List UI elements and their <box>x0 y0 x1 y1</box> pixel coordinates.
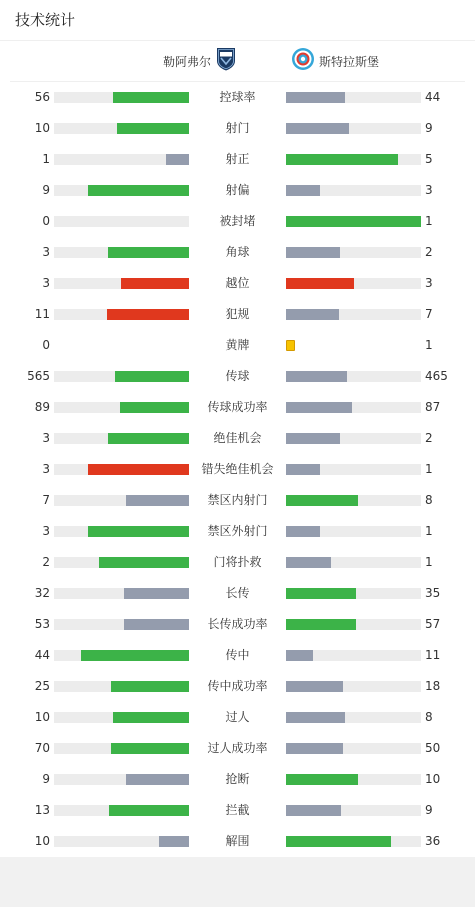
away-bar-track <box>286 278 421 289</box>
away-bar-fill <box>286 92 345 103</box>
home-bar-fill <box>99 557 189 568</box>
home-value: 9 <box>42 183 50 197</box>
home-bar-track <box>54 712 189 723</box>
away-value: 3 <box>425 276 433 290</box>
away-bar-fill <box>286 402 352 413</box>
away-bar-track <box>286 185 421 196</box>
home-bar-track <box>54 247 189 258</box>
stat-label: 射门 <box>225 121 250 135</box>
home-value: 3 <box>42 431 50 445</box>
home-bar-fill <box>108 433 189 444</box>
away-bar-track <box>286 588 421 599</box>
home-bar-track <box>54 278 189 289</box>
away-bar-track <box>286 836 421 847</box>
home-value: 9 <box>42 772 50 786</box>
home-bar-track <box>54 433 189 444</box>
away-bar-track <box>286 743 421 754</box>
stat-row <box>0 764 475 795</box>
away-bar-fill <box>286 247 340 258</box>
away-bar-track <box>286 712 421 723</box>
stat-row <box>0 733 475 764</box>
stat-label: 被封堵 <box>219 214 256 228</box>
stat-row <box>0 640 475 671</box>
home-bar-track <box>54 774 189 785</box>
home-bar-fill <box>107 309 189 320</box>
stat-row <box>0 516 475 547</box>
home-bar-track <box>54 464 189 475</box>
stat-row <box>0 671 475 702</box>
home-value: 25 <box>34 679 50 693</box>
away-bar-fill <box>286 557 331 568</box>
stat-label: 长传成功率 <box>207 617 268 631</box>
home-bar-track <box>54 650 189 661</box>
home-bar-track <box>54 185 189 196</box>
away-value: 18 <box>425 679 441 693</box>
away-value: 9 <box>425 121 433 135</box>
away-bar-track <box>286 619 421 630</box>
away-bar-track <box>286 650 421 661</box>
home-bar-track <box>54 681 189 692</box>
away-bar-track <box>286 123 421 134</box>
home-bar-fill <box>109 805 189 816</box>
away-bar-fill <box>286 805 341 816</box>
home-value: 89 <box>34 400 50 414</box>
stat-row <box>0 144 475 175</box>
home-bar-track <box>54 557 189 568</box>
away-bar-fill <box>286 836 391 847</box>
home-bar-fill <box>81 650 189 661</box>
away-bar-fill <box>286 495 358 506</box>
stat-label: 传中成功率 <box>207 679 268 693</box>
stat-row <box>0 702 475 733</box>
home-value: 13 <box>34 803 50 817</box>
away-team-name: 斯特拉斯堡 <box>319 54 380 69</box>
stat-label: 长传 <box>225 586 250 600</box>
stat-label: 禁区外射门 <box>207 524 268 538</box>
away-value: 8 <box>425 493 433 507</box>
away-bar-fill <box>286 185 320 196</box>
away-value: 35 <box>425 586 441 600</box>
home-bar-fill <box>166 154 189 165</box>
home-bar-track <box>54 216 189 227</box>
home-value: 70 <box>34 741 50 755</box>
away-bar-fill <box>286 619 356 630</box>
home-value: 7 <box>42 493 50 507</box>
home-bar-track <box>54 526 189 537</box>
home-value: 3 <box>42 245 50 259</box>
away-bar-fill <box>286 278 354 289</box>
away-team[interactable] <box>291 49 379 73</box>
stat-label: 传球 <box>225 369 250 383</box>
away-bar-track <box>286 216 421 227</box>
home-bar-fill <box>111 743 189 754</box>
away-value: 7 <box>425 307 433 321</box>
stat-row <box>0 330 475 361</box>
away-bar-track <box>286 805 421 816</box>
home-value: 2 <box>42 555 50 569</box>
home-bar-fill <box>88 526 189 537</box>
home-bar-track <box>54 588 189 599</box>
away-bar-fill <box>286 588 356 599</box>
away-bar-fill <box>286 309 339 320</box>
stat-label: 射正 <box>225 152 250 166</box>
home-bar-track <box>54 309 189 320</box>
stat-label: 抢断 <box>225 772 250 786</box>
home-bar-fill <box>113 92 189 103</box>
home-value: 3 <box>42 462 50 476</box>
away-bar-track <box>286 681 421 692</box>
away-value: 9 <box>425 803 433 817</box>
stat-label: 错失绝佳机会 <box>201 462 274 476</box>
home-team[interactable] <box>163 49 237 73</box>
home-bar-fill <box>88 464 189 475</box>
away-value: 2 <box>425 245 433 259</box>
away-bar-fill <box>286 464 320 475</box>
stat-label: 过人 <box>225 710 250 724</box>
stat-row <box>0 299 475 330</box>
home-team-crest-icon <box>215 47 237 75</box>
away-value: 11 <box>425 648 441 662</box>
home-bar-track <box>54 805 189 816</box>
away-value: 1 <box>425 524 433 538</box>
home-value: 10 <box>34 121 50 135</box>
stat-label: 禁区内射门 <box>207 493 268 507</box>
home-value: 56 <box>34 90 50 104</box>
away-bar-fill <box>286 774 358 785</box>
away-value: 36 <box>425 834 441 848</box>
away-value: 5 <box>425 152 433 166</box>
away-bar-track <box>286 92 421 103</box>
home-bar-fill <box>117 123 189 134</box>
stat-label: 黄牌 <box>225 338 250 352</box>
away-bar-fill <box>286 681 343 692</box>
away-bar-track <box>286 464 421 475</box>
home-value: 0 <box>42 338 50 352</box>
stat-row <box>0 268 475 299</box>
home-bar-track <box>54 743 189 754</box>
away-bar-track <box>286 309 421 320</box>
stat-row <box>0 113 475 144</box>
home-bar-track <box>54 371 189 382</box>
away-bar-fill <box>286 371 347 382</box>
stat-row <box>0 795 475 826</box>
home-bar-fill <box>113 712 189 723</box>
stat-label: 拦截 <box>225 803 250 817</box>
away-bar-fill <box>286 154 398 165</box>
stat-label: 越位 <box>225 276 250 290</box>
home-bar-track <box>54 495 189 506</box>
stat-row <box>0 547 475 578</box>
away-value: 1 <box>425 214 433 228</box>
away-bar-track <box>286 774 421 785</box>
stat-row <box>0 454 475 485</box>
teams-header <box>0 41 475 81</box>
stat-label: 门将扑救 <box>213 555 262 569</box>
home-bar-fill <box>115 371 189 382</box>
away-value: 1 <box>425 555 433 569</box>
stat-label: 控球率 <box>219 90 256 104</box>
away-team-crest-icon <box>291 47 315 75</box>
home-bar-track <box>54 836 189 847</box>
away-value: 1 <box>425 338 433 352</box>
home-value: 10 <box>34 834 50 848</box>
away-bar-track <box>286 247 421 258</box>
stat-row <box>0 392 475 423</box>
home-bar-fill <box>124 619 189 630</box>
away-bar-fill <box>286 526 320 537</box>
stat-row <box>0 485 475 516</box>
away-value: 8 <box>425 710 433 724</box>
stat-row <box>0 206 475 237</box>
home-value: 3 <box>42 276 50 290</box>
home-bar-fill <box>124 588 189 599</box>
away-bar-track <box>286 495 421 506</box>
home-bar-fill <box>159 836 189 847</box>
page-title: 技术统计 <box>15 11 76 29</box>
home-bar-fill <box>88 185 189 196</box>
away-value: 465 <box>425 369 448 383</box>
away-value: 3 <box>425 183 433 197</box>
away-bar-fill <box>286 433 340 444</box>
home-value: 11 <box>34 307 50 321</box>
home-value: 1 <box>42 152 50 166</box>
home-bar-track <box>54 123 189 134</box>
home-bar-fill <box>108 247 189 258</box>
home-value: 565 <box>27 369 50 383</box>
yellow-card-icon <box>286 340 295 351</box>
home-bar-fill <box>121 278 189 289</box>
home-bar-track <box>54 402 189 413</box>
home-value: 44 <box>34 648 50 662</box>
away-value: 87 <box>425 400 441 414</box>
home-bar-fill <box>111 681 189 692</box>
away-bar-fill <box>286 743 343 754</box>
home-value: 3 <box>42 524 50 538</box>
away-bar-fill <box>286 712 345 723</box>
home-team-name: 勒阿弗尔 <box>162 54 211 69</box>
home-value: 53 <box>34 617 50 631</box>
away-value: 50 <box>425 741 441 755</box>
away-value: 2 <box>425 431 433 445</box>
away-value: 57 <box>425 617 441 631</box>
stat-label: 角球 <box>225 245 250 259</box>
away-value: 44 <box>425 90 441 104</box>
stat-row <box>0 609 475 640</box>
stat-row <box>0 237 475 268</box>
stat-row <box>0 82 475 113</box>
stat-row <box>0 175 475 206</box>
away-bar-track <box>286 557 421 568</box>
away-bar-fill <box>286 216 421 227</box>
stat-row <box>0 423 475 454</box>
home-bar-fill <box>126 495 189 506</box>
away-bar-track <box>286 371 421 382</box>
stat-label: 传球成功率 <box>207 400 268 414</box>
home-bar-track <box>54 154 189 165</box>
home-bar-fill <box>120 402 189 413</box>
home-value: 10 <box>34 710 50 724</box>
away-bar-fill <box>286 123 349 134</box>
stat-row <box>0 361 475 392</box>
away-value: 10 <box>425 772 441 786</box>
away-bar-fill <box>286 650 313 661</box>
stat-row <box>0 578 475 609</box>
home-bar-fill <box>126 774 189 785</box>
home-bar-track <box>54 92 189 103</box>
stat-label: 过人成功率 <box>207 741 268 755</box>
home-value: 32 <box>34 586 50 600</box>
away-bar-track <box>286 526 421 537</box>
away-bar-track <box>286 402 421 413</box>
stat-row <box>0 826 475 857</box>
away-value: 1 <box>425 462 433 476</box>
stat-label: 解围 <box>225 834 250 848</box>
stat-label: 传中 <box>225 648 250 662</box>
away-bar-track <box>286 433 421 444</box>
stat-label: 犯规 <box>225 307 250 321</box>
stat-label: 绝佳机会 <box>213 431 262 445</box>
stats-list <box>0 82 475 857</box>
home-bar-track <box>54 619 189 630</box>
stat-label: 射偏 <box>225 183 250 197</box>
away-bar-track <box>286 154 421 165</box>
home-value: 0 <box>42 214 50 228</box>
